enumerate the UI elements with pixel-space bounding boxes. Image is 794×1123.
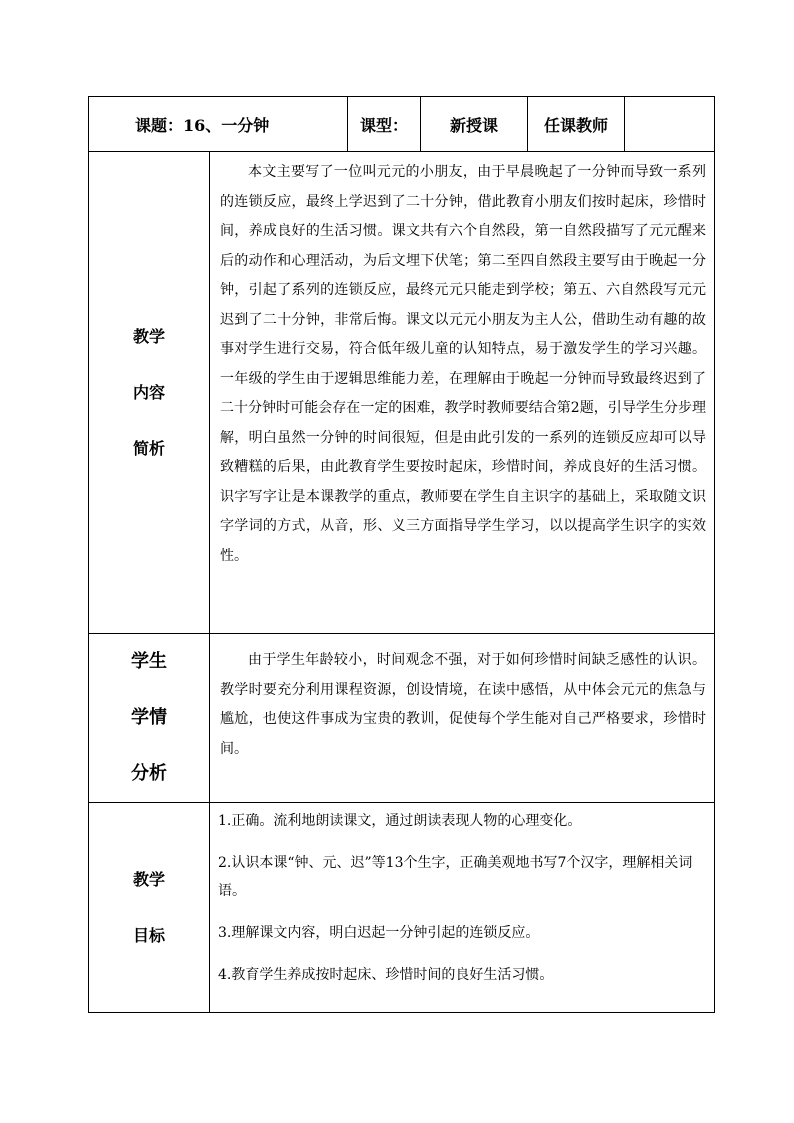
type-value-cell: 新授课 [421, 97, 528, 152]
header-row [89, 97, 715, 152]
teacher-label-cell: 任课教师 [528, 97, 625, 152]
students-label-line: 学生 [131, 651, 167, 672]
students-row [89, 634, 715, 803]
goals-text-cell [210, 803, 715, 1013]
content-paragraph: 本文主要写了一位叫元元的小朋友，由于早晨晚起了一分钟而导致一系列的连锁反应，最终上学迟到了二十分钟，借此教育小朋友们按时起床，珍惜时间，养成良好的生活习惯。课文共有六个自然段，第一自然段描写了元元醒来后的动作和心理活动，为后文埋下伏笔；第二至四自然段主要写由于晚起一分钟，引起了系列的连锁反应，最终元元只能走到学校；第五、六自然段写元元迟到了二十分钟，非常后悔。课文以元元小朋友为主人公，借助生动有趣的故事对学生进行交易，符合低年级儿童的认知特点，易于激发学生的学习兴趣。一年级的学生由于逻辑思维能力差，在理解由于晚起一分钟而导致最终迟到了二十分钟时可能会存在一定的困难，教学时教师要结合第2题，引导学生分步理解，明白虽然一分钟的时间很短，但是由此引发的一系列的连锁反应却可以导致糟糕的后果，由此教育学生要按时起床，珍惜时间，养成良好的生活习惯。识字写字让是本课教学的重点，教师要在学生自主识字的基础上，采取随文识字学词的方式，从音，形、义三方面指导学生学习，以以提高学生识字的实效性。 [220, 164, 706, 564]
goal-item: 1.正确。流利地朗读课文，通过朗读表现人物的心理变化。 [218, 813, 582, 829]
content-label-line: 教学 [132, 326, 165, 346]
teacher-value-cell [625, 97, 715, 152]
content-label-line: 简析 [132, 438, 165, 458]
content-row [89, 152, 715, 634]
goal-item: 2.认识本课“钟、元、迟”等13个生字，正确美观地书写7个汉字，理解相关词语。 [218, 855, 693, 899]
students-label-line: 分析 [131, 763, 167, 784]
goals-label-cell [89, 803, 210, 1013]
students-label-cell [89, 634, 210, 803]
goals-row [89, 803, 715, 1013]
content-label-cell [89, 152, 210, 634]
goals-label-line: 目标 [132, 925, 165, 945]
goal-item: 4.教育学生养成按时起床、珍惜时间的良好生活习惯。 [218, 967, 554, 983]
lesson-plan-table [88, 96, 715, 1013]
goal-item: 3.理解课文内容，明白迟起一分钟引起的连锁反应。 [218, 925, 540, 941]
type-label-cell: 课型： [348, 97, 421, 152]
content-label-line: 内容 [132, 382, 165, 402]
goals-label-line: 教学 [132, 869, 165, 889]
topic-cell: 课题：16、一分钟 [89, 97, 348, 152]
content-text-cell [210, 152, 715, 634]
students-label-line: 学情 [131, 707, 167, 728]
students-text-cell [210, 634, 715, 803]
students-paragraph: 由于学生年龄较小，时间观念不强，对于如何珍惜时间缺乏感性的认识。教学时要充分利用课程资源，创设情境，在读中感悟，从中体会元元的焦急与尴尬，也使这件事成为宝贵的教训，促使每个学生能对自己严格要求，珍惜时间。 [220, 652, 706, 757]
